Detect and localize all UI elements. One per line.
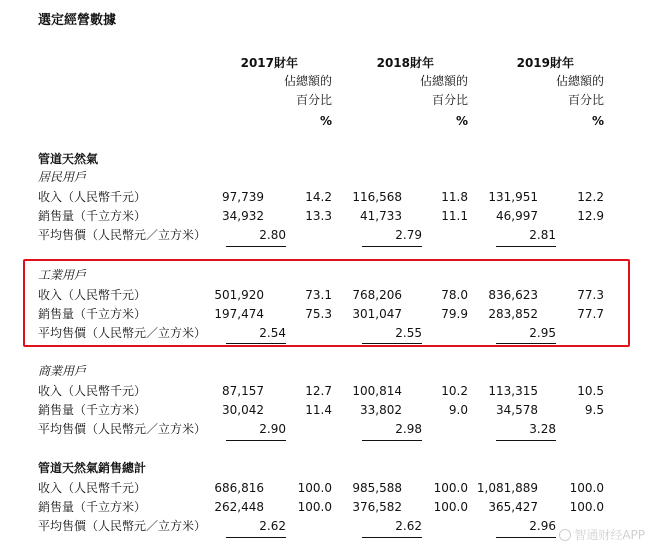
cell: 73.1	[305, 288, 332, 302]
cell: 501,920	[214, 288, 264, 302]
underline	[496, 246, 556, 247]
cell: 87,157	[222, 384, 264, 398]
cell: 34,578	[496, 403, 538, 417]
row-label: 銷售量（千立方米）	[38, 403, 147, 417]
row-label: 平均售價（人民幣元／立方米）	[38, 422, 207, 436]
cell: 100.0	[297, 481, 332, 495]
cell: 985,588	[352, 481, 402, 495]
row-label: 銷售量（千立方米）	[38, 307, 147, 321]
underline	[226, 246, 286, 247]
cell: 2.98	[395, 422, 422, 436]
cell: 12.9	[577, 209, 604, 223]
pct-header-2018-line2: 百分比	[431, 93, 468, 107]
cell: 97,739	[222, 190, 264, 204]
cell: 100.0	[433, 500, 468, 514]
cell: 30,042	[222, 403, 264, 417]
cell: 78.0	[441, 288, 468, 302]
cell: 75.3	[305, 307, 332, 321]
watermark-logo-icon	[559, 529, 571, 541]
underline	[496, 440, 556, 441]
cell: 283,852	[488, 307, 538, 321]
watermark	[559, 526, 645, 543]
cell: 686,816	[214, 481, 264, 495]
cell: 14.2	[305, 190, 332, 204]
year-header-2018: 2018財年	[376, 56, 434, 70]
underline	[496, 343, 556, 344]
cell: 11.4	[305, 403, 332, 417]
cell: 836,623	[488, 288, 538, 302]
watermark-text: 智通财经APP	[574, 528, 645, 542]
cell: 100,814	[352, 384, 402, 398]
cell: 34,932	[222, 209, 264, 223]
underline	[362, 246, 422, 247]
pct-header-2019-line2: 百分比	[567, 93, 604, 107]
cell: 131,951	[488, 190, 538, 204]
cell: 3.28	[529, 422, 556, 436]
cell: 116,568	[352, 190, 402, 204]
cell: 2.96	[529, 519, 556, 533]
cell: 2.95	[529, 326, 556, 340]
cell: 376,582	[352, 500, 402, 514]
cell: 768,206	[352, 288, 402, 302]
group-title: 居民用戶	[38, 170, 87, 184]
row-label: 收入（人民幣千元）	[38, 288, 147, 302]
cell: 301,047	[352, 307, 402, 321]
cell: 2.80	[259, 228, 286, 242]
pct-header-2017-line2: 百分比	[295, 93, 332, 107]
cell: 365,427	[488, 500, 538, 514]
cell: 11.8	[441, 190, 468, 204]
cell: 2.62	[259, 519, 286, 533]
cell: 100.0	[569, 481, 604, 495]
cell: 1,081,889	[476, 481, 538, 495]
underline	[362, 440, 422, 441]
cell: 2.62	[395, 519, 422, 533]
underline	[226, 343, 286, 344]
row-label: 平均售價（人民幣元／立方米）	[38, 519, 207, 533]
pct-symbol-2018: %	[455, 114, 468, 128]
underline	[226, 440, 286, 441]
cell: 41,733	[360, 209, 402, 223]
cell: 33,802	[360, 403, 402, 417]
cell: 77.3	[577, 288, 604, 302]
cell: 197,474	[214, 307, 264, 321]
row-label: 收入（人民幣千元）	[38, 384, 147, 398]
total-title: 管道天然氣銷售總計	[38, 461, 147, 475]
cell: 12.7	[305, 384, 332, 398]
row-label: 銷售量（千立方米）	[38, 500, 147, 514]
cell: 46,997	[496, 209, 538, 223]
underline	[226, 537, 286, 538]
cell: 12.2	[577, 190, 604, 204]
cell: 9.5	[584, 403, 604, 417]
cell: 2.81	[529, 228, 556, 242]
cell: 113,315	[488, 384, 538, 398]
cell: 100.0	[297, 500, 332, 514]
cell: 100.0	[433, 481, 468, 495]
group-title: 商業用戶	[38, 364, 87, 378]
cell: 262,448	[214, 500, 264, 514]
cell: 9.0	[448, 403, 468, 417]
cell: 2.79	[395, 228, 422, 242]
pct-symbol-2017: %	[319, 114, 332, 128]
year-header-2019: 2019財年	[516, 56, 574, 70]
cell: 10.2	[441, 384, 468, 398]
cell: 2.54	[259, 326, 286, 340]
pct-symbol-2019: %	[591, 114, 604, 128]
pct-header-2019-line1: 佔總額的	[555, 74, 604, 88]
underline	[496, 537, 556, 538]
cell: 79.9	[441, 307, 468, 321]
page-title: 選定經營數據	[38, 13, 117, 28]
cell: 2.55	[395, 326, 422, 340]
cell: 2.90	[259, 422, 286, 436]
cell: 10.5	[577, 384, 604, 398]
cell: 13.3	[305, 209, 332, 223]
row-label: 平均售價（人民幣元／立方米）	[38, 326, 207, 340]
cell: 77.7	[577, 307, 604, 321]
row-label: 收入（人民幣千元）	[38, 190, 147, 204]
year-header-2017: 2017財年	[240, 56, 298, 70]
underline	[362, 343, 422, 344]
row-label: 銷售量（千立方米）	[38, 209, 147, 223]
pct-header-2018-line1: 佔總額的	[419, 74, 468, 88]
row-label: 收入（人民幣千元）	[38, 481, 147, 495]
pct-header-2017-line1: 佔總額的	[283, 74, 332, 88]
row-label: 平均售價（人民幣元／立方米）	[38, 228, 207, 242]
underline	[362, 537, 422, 538]
cell: 11.1	[441, 209, 468, 223]
group-title: 工業用戶	[38, 268, 87, 282]
section-title: 管道天然氣	[38, 152, 99, 166]
cell: 100.0	[569, 500, 604, 514]
